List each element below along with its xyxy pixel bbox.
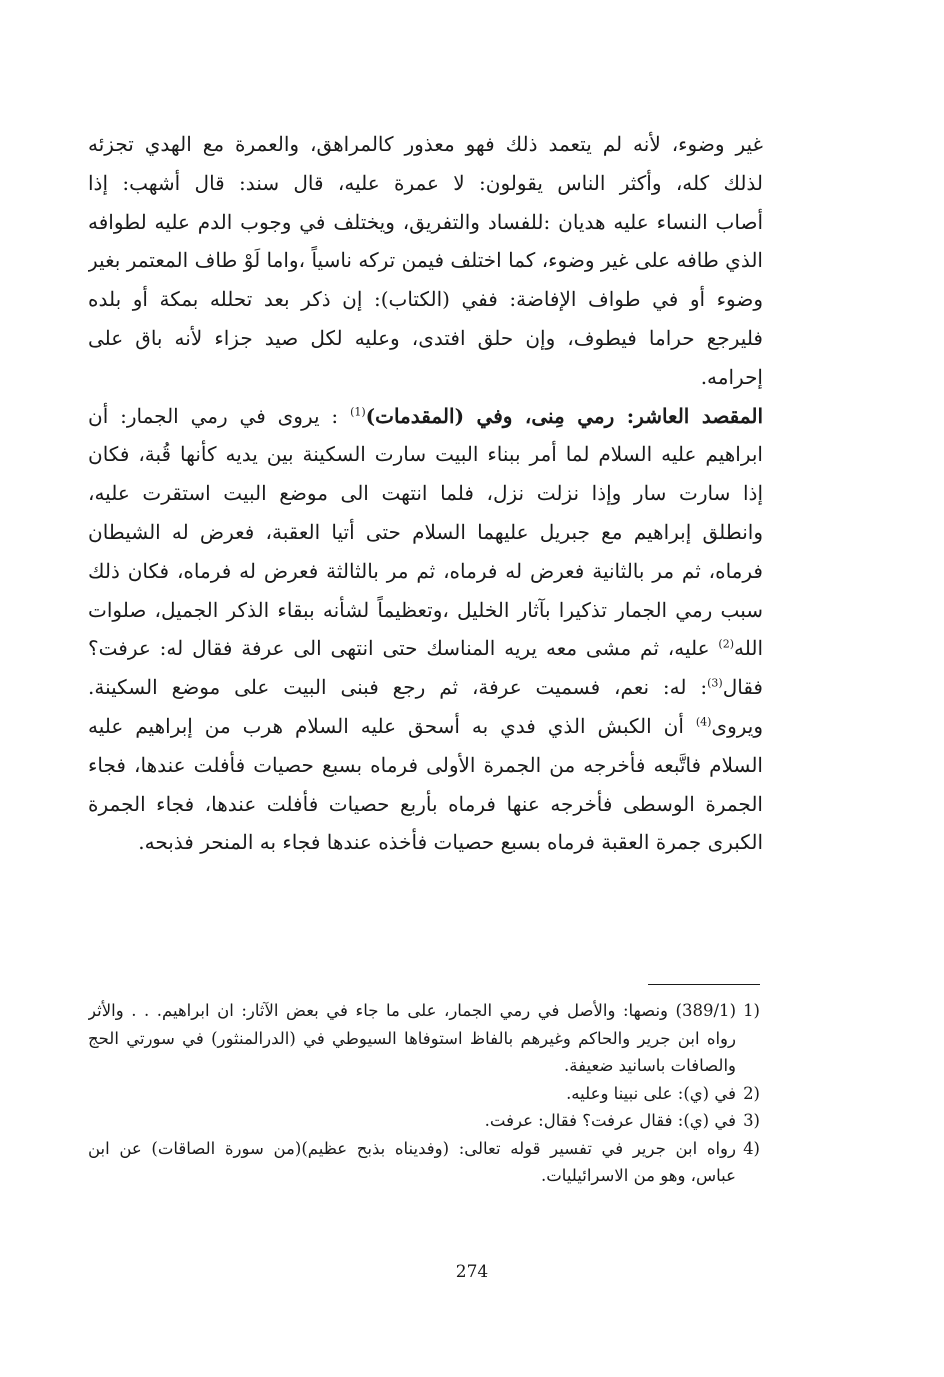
- text-line: وضوء أو في طواف الإفاضة: ففي (الكتاب): إن ذكر بعد تحلله بمكة أو بلده: [88, 287, 763, 312]
- section-heading: المقصد العاشر: رمي مِنى، وفي (المقدمات): [365, 403, 763, 428]
- text-line: فليرجع حراما فيطوف، وإن حلق افتدى، وعليه لكل صيد جزاء لأنه باق على: [88, 325, 763, 350]
- page-number: 274: [455, 1262, 489, 1282]
- footnote-line: في (ي): فقال عرفت؟ فقال: عرفت.: [484, 1111, 736, 1130]
- text-line: غير وضوء، لأنه لم يتعمد ذلك فهو معذور كالمراهق، والعمرة مع الهدي تجزئه: [88, 132, 763, 156]
- text-line: [88, 668, 763, 707]
- text-line: ابراهيم عليه السلام لما أمر ببناء البيت سارت السكينة بين يديه كأنها قُبة، فكان: [88, 442, 763, 467]
- footnote-line: عباس، وهو من الاسرائيليات.: [541, 1166, 736, 1185]
- text-line: أصاب النساء عليه هديان :للفساد والتفريق، ويختلف في وجوب الدم عليه لطوافه: [88, 209, 763, 234]
- footnote-number: 4): [743, 1138, 760, 1158]
- text-line: الذي طافه على غير وضوء، كما اختلف فيمن تركه ناسياً ،واما لَوْ طاف المعتمر بغير: [88, 248, 763, 273]
- text-line: سبب رمي الجمار تذكيرا بآثار الخليل ،وتعظيماً لشأنه ببقاء الذكر الجميل، صلوات: [88, 597, 763, 622]
- text-fragment: فقال: [722, 675, 763, 700]
- text-fragment: : يروى في رمي الجمار: أن: [88, 403, 339, 428]
- text-line: الجمرة الوسطى فأخرجه عنها فرماه بأربع حصيات فأفلت عندها، فجاء الجمرة: [88, 791, 763, 816]
- footnote-line: رواه ابن جرير والحاكم وغيرهم بالفاظ استوفاها السيوطي في (الدرالمنثور) في سورتي الحج: [88, 1028, 736, 1048]
- footnote: [88, 997, 760, 1080]
- text-line: فرماه، ثم مر بالثانية فعرض له فرماه، ثم مر بالثالثة فعرض له فرماه، فكان ذلك: [88, 558, 763, 583]
- footnote-ref: (4): [695, 715, 712, 729]
- text-line: [88, 629, 763, 668]
- text-line: الكبرى جمرة العقبة فرماه بسبع حصيات فأخذه عندها فجاء به المنحر فذبحه.: [138, 830, 763, 855]
- footnote-line: (389/1) ونصها: والأصل في رمي الجمار، على ما جاء في بعض الآثار: ان ابراهيم. . . والأثر: [88, 1001, 736, 1020]
- main-text: [88, 125, 763, 862]
- text-fragment: ويروى: [711, 713, 763, 738]
- text-fragment: الله: [734, 636, 763, 661]
- footnotes: [88, 997, 760, 1190]
- footnote-ref: (1): [350, 404, 366, 418]
- footnote-text: [88, 1107, 736, 1135]
- text-line: لذلك كله، وأكثر الناس يقولون: لا عمرة عليه، قال سند: قال أشهب: إذا: [88, 170, 763, 195]
- footnote-text: [88, 1135, 736, 1190]
- text-line: إحرامه.: [700, 364, 763, 389]
- text-fragment: أن الكبش الذي فدي به أسحق عليه السلام هرب من إبراهيم عليه: [88, 713, 684, 738]
- footnote-line: رواه ابن جرير في تفسير قوله تعالى: (وفديناه بذبح عظيم)(من سورة الصاقات) عن ابن: [88, 1138, 736, 1158]
- text-fragment: : له: نعم، فسميت عرفة، ثم رجع فبنى البيت على موضع السكينة.: [88, 675, 708, 700]
- text-fragment: عليه، ثم مشى معه يريه المناسك حتى انتهى الى عرفة فقال له: عرفت؟: [88, 636, 710, 661]
- footnote-line: والصافات باسانيد ضعيفة.: [564, 1056, 736, 1075]
- footnote-line: في (ي): على نبينا وعليه.: [566, 1083, 736, 1103]
- text-line: [88, 707, 763, 746]
- footnote-ref: (3): [707, 676, 723, 690]
- footnote-separator: [648, 984, 760, 985]
- footnote-text: [88, 1080, 736, 1108]
- footnote-number: 1): [743, 1001, 760, 1020]
- text-line: السلام فاتَّبعه فأخرجه من الجمرة الأولى فرماه بسبع حصيات فأفلت عندها، فجاء: [88, 752, 763, 777]
- section-first-line: [88, 397, 763, 436]
- footnote-text: [88, 997, 736, 1080]
- footnote: [88, 1107, 760, 1135]
- text-line: إذا سارت سار وإذا نزلت نزل، فلما انتهت الى موضع البيت استقرت عليه،: [88, 481, 763, 506]
- footnote: [88, 1080, 760, 1108]
- text-line: وانطلق إبراهيم مع جبريل عليهما السلام حتى أتيا العقبة، فعرض له الشيطان: [88, 519, 763, 544]
- footnote-number: 2): [743, 1083, 760, 1103]
- footnote: [88, 1135, 760, 1190]
- footnote-ref: (2): [718, 637, 735, 651]
- footnote-number: 3): [743, 1111, 760, 1130]
